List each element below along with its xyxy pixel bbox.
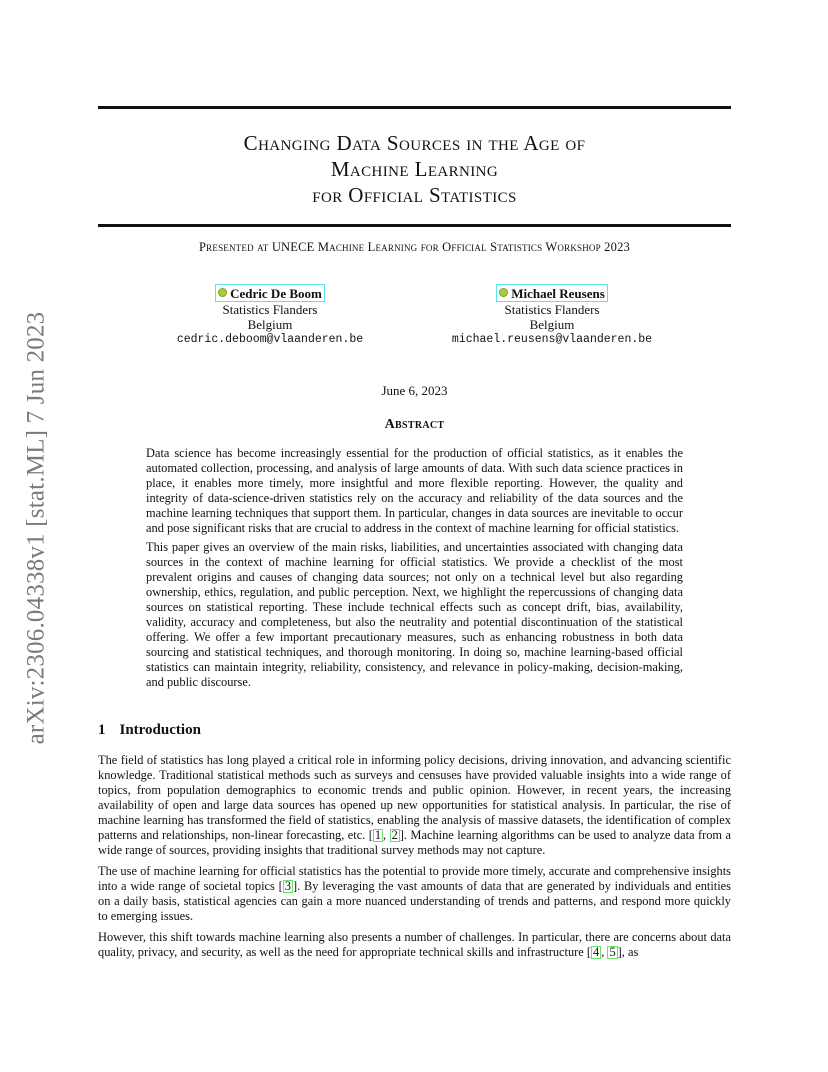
section-title: Introduction: [119, 722, 201, 738]
author-name-link[interactable]: Cedric De Boom: [215, 284, 325, 302]
author-block-2: [422, 284, 682, 347]
orcid-icon[interactable]: [499, 288, 508, 297]
author-block-1: [145, 284, 395, 347]
abstract-paragraph-1: Data science has become increasingly essential for the production of official statistics, as it enables the automated collection, processing, and analysis of large amounts of data. With such data science practices in place, it enables more timely, more insightful and more flexible reporting. However, the quality and integrity of data-science-driven statistics rely on the accuracy and reliability of the data sources and the machine learning techniques that support them. In particular, changes in data sources are inevitable to occur and pose significant risks that are crucial to address in the context of machine learning for official statistics.: [146, 446, 683, 535]
citation-link[interactable]: 5: [609, 945, 616, 959]
title-top-rule: [98, 106, 731, 109]
title-line-2: Machine Learning: [330, 157, 499, 181]
intro-paragraph-1: The field of statistics has long played a critical role in informing policy decisions, driving innovation, and advancing scientific knowledge. Traditional statistical methods such as surveys and censuses have provided valuable insights into a wide range of topics, from population demographics to economic trends and public opinion. However, in recent years, the increasing availability of open and large data sources has opened up new opportunities for statistical analysis. In particular, the rise of machine learning has transformed the field of statistics, enabling the analysis of massive datasets, the identification of complex patterns and relationships, non-linear forecasting, etc. [ 1 , 2 ]. Machine learning algorithms can be used to analyze data from a wide range of sources, providing insights that traditional survey methods may not capture.: [98, 753, 731, 857]
abstract-heading: Abstract: [384, 417, 445, 432]
intro-paragraph-3: However, this shift towards machine learning also presents a number of challenges. In particular, there are concerns about data quality, privacy, and security, as well as the need for appropriate technical skills and infrastructure [ 4 , 5 ], as: [98, 930, 731, 959]
section-heading-introduction: [98, 722, 201, 739]
title-bottom-rule: [98, 224, 731, 227]
citation-link[interactable]: 2: [391, 828, 398, 842]
abstract-paragraph-2: This paper gives an overview of the main risks, liabilities, and uncertainties associated with changing data sources in the context of machine learning for official statistics. We provide a checklist of the most prevalent origins and causes of changing data sources; not only on a technical level but also regarding ownership, ethics, regulation, and public perception. Next, we highlight the repercussions of changing data sources on statistical reporting. These include technical effects such as concept drift, bias, availability, validity, accuracy and completeness, but also the neutrality and potential discontinuation of the statistical offering. We offer a few important precautionary measures, such as enhancing robustness in both data sourcing and statistical techniques, and thorough monitoring. In doing so, machine learning-based official statistics can maintain integrity, reliability, consistency, and relevance in policy-making, decision-making, and public discourse.: [146, 540, 683, 689]
title-line-3: for Official Statistics: [312, 183, 517, 207]
author-name-link[interactable]: Michael Reusens: [496, 284, 608, 302]
section-number: 1: [98, 722, 106, 738]
author-affiliation: Statistics Flanders: [222, 302, 318, 317]
citation-link[interactable]: 1: [374, 828, 382, 842]
orcid-icon[interactable]: [218, 288, 227, 297]
author-country: Belgium: [529, 317, 575, 332]
workshop-note: Presented at UNECE Machine Learning for Official Statistics Workshop 2023: [199, 240, 630, 254]
title-line-1: Changing Data Sources in the Age of: [243, 131, 586, 155]
paper-date: June 6, 2023: [381, 383, 448, 398]
intro-paragraph-2: The use of machine learning for official statistics has the potential to provide more timely, accurate and comprehensive insights into a wide range of societal topics [ 3 ]. By leveraging the vast amounts of data that are generated by individuals and entities on a daily basis, statistical agencies can gain a more nuanced understanding of trends and patterns, and respond more quickly to emerging issues.: [98, 864, 731, 923]
citation-link[interactable]: 4: [593, 945, 600, 959]
author-country: Belgium: [247, 317, 293, 332]
citation-link[interactable]: 3: [284, 879, 291, 893]
author-affiliation: Statistics Flanders: [504, 302, 600, 317]
arxiv-identifier: arXiv:2306.04338v1 [stat.ML] 7 Jun 2023: [22, 311, 50, 745]
introduction-body: [98, 753, 731, 966]
author-email[interactable]: cedric.deboom@vlaanderen.be: [176, 333, 364, 346]
paper-title: [98, 130, 731, 208]
author-email[interactable]: michael.reusens@vlaanderen.be: [451, 333, 653, 346]
abstract-body: [146, 446, 683, 694]
